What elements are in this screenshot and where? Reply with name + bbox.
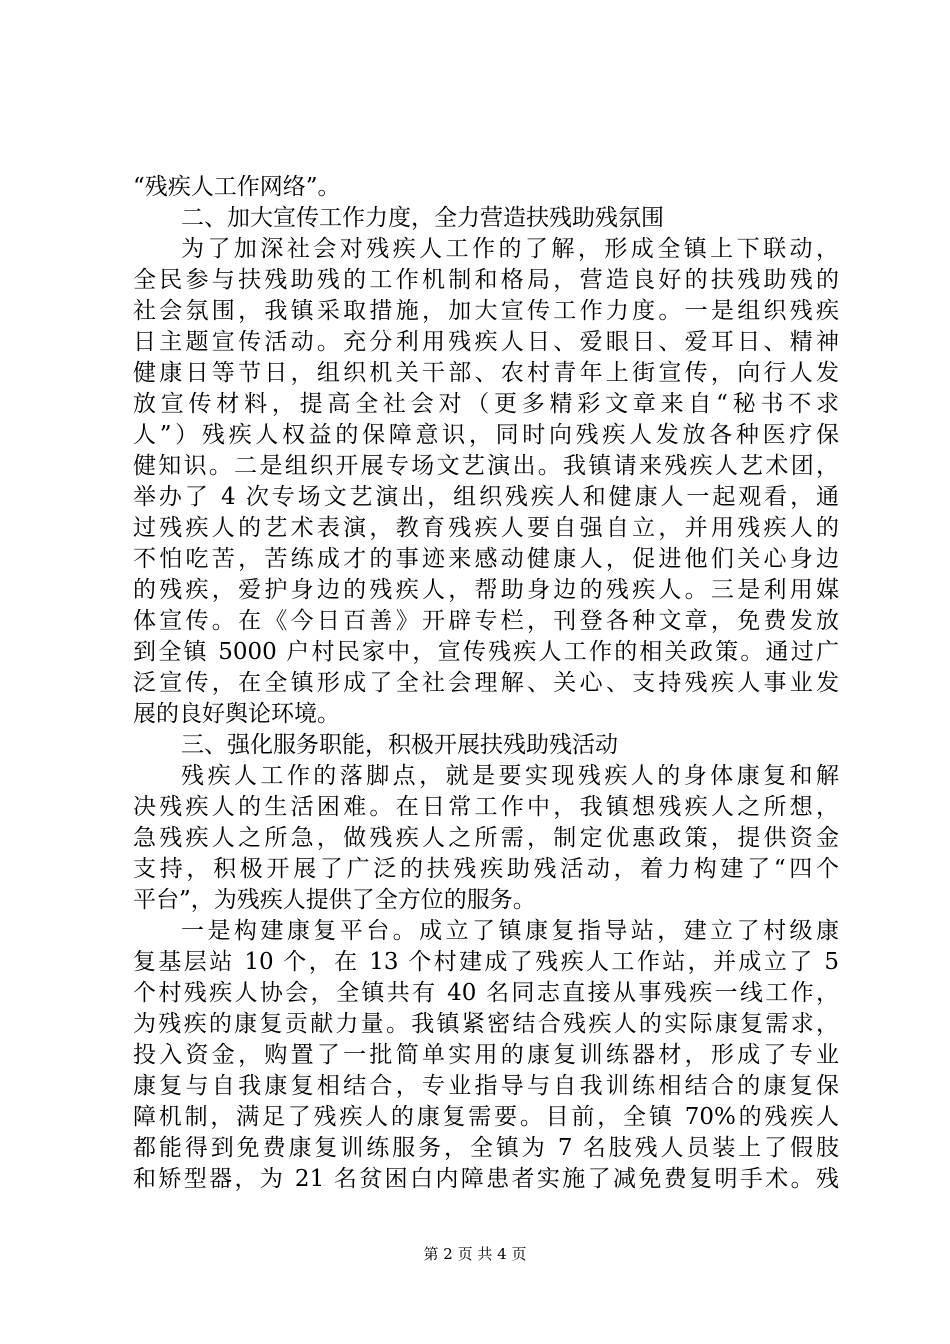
text-line: 全民参与扶残助残的工作机制和格局，营造良好的扶残助残的 bbox=[133, 267, 839, 293]
text-line: 社会氛围，我镇采取措施，加大宣传工作力度。一是组织残疾 bbox=[133, 298, 839, 324]
text-line: 过残疾人的艺术表演，教育残疾人要自强自立，并用残疾人的 bbox=[133, 515, 839, 541]
text-line: 投入资金，购置了一批简单实用的康复训练器材，形成了专业 bbox=[133, 1042, 839, 1068]
text-line: 展的良好舆论环境。 bbox=[133, 701, 340, 727]
text-line: 不怕吃苦，苦练成才的事迹来感动健康人，促进他们关心身边 bbox=[133, 546, 839, 572]
text-line: 平台”，为残疾人提供了全方位的服务。 bbox=[133, 887, 536, 913]
text-line: 的残疾，爱护身边的残疾人，帮助身边的残疾人。三是利用媒 bbox=[133, 577, 839, 603]
text-line: 举办了 4 次专场文艺演出，组织残疾人和健康人一起观看，通 bbox=[133, 484, 839, 510]
text-line: 障机制，满足了残疾人的康复需要。目前，全镇 70%的残疾人 bbox=[133, 1104, 839, 1130]
text-line: 日主题宣传活动。充分利用残疾人日、爱眼日、爱耳日、精神 bbox=[133, 329, 839, 355]
text-line: 残疾人工作的落脚点，就是要实现残疾人的身体康复和解 bbox=[181, 763, 839, 789]
text-line: 三、强化服务职能，积极开展扶残助残活动 bbox=[181, 732, 618, 758]
text-line: 和矫型器，为 21 名贫困白内障患者实施了减免费复明手术。残 bbox=[133, 1166, 839, 1192]
text-line: 支持，积极开展了广泛的扶残疾助残活动，着力构建了“四个 bbox=[133, 856, 839, 882]
text-line: 决残疾人的生活困难。在日常工作中，我镇想残疾人之所想， bbox=[133, 794, 839, 820]
text-line: 二、加大宣传工作力度，全力营造扶残助残氛围 bbox=[181, 205, 664, 231]
text-line: 健知识。二是组织开展专场文艺演出。我镇请来残疾人艺术团， bbox=[133, 453, 839, 479]
text-line: “残疾人工作网络”。 bbox=[133, 174, 341, 200]
text-line: 一是构建康复平台。成立了镇康复指导站，建立了村级康 bbox=[181, 918, 839, 944]
text-line: 到全镇 5000 户村民家中，宣传残疾人工作的相关政策。通过广 bbox=[133, 639, 839, 665]
text-line: 泛宣传，在全镇形成了全社会理解、关心、支持残疾人事业发 bbox=[133, 670, 839, 696]
document-body bbox=[133, 172, 839, 1195]
text-line: 个村残疾人协会，全镇共有 40 名同志直接从事残疾一线工作， bbox=[133, 980, 839, 1006]
text-line: 急残疾人之所急，做残疾人之所需，制定优惠政策，提供资金 bbox=[133, 825, 839, 851]
text-line: 为残疾的康复贡献力量。我镇紧密结合残疾人的实际康复需求， bbox=[133, 1011, 839, 1037]
text-line: 放宣传材料，提高全社会对（更多精彩文章来自“秘书不求 bbox=[133, 391, 839, 417]
text-line: 都能得到免费康复训练服务，全镇为 7 名肢残人员装上了假肢 bbox=[133, 1135, 839, 1161]
text-line: 健康日等节日，组织机关干部、农村青年上街宣传，向行人发 bbox=[133, 360, 839, 386]
text-line: 人”）残疾人权益的保障意识，同时向残疾人发放各种医疗保 bbox=[133, 422, 839, 448]
text-line: 体宣传。在《今日百善》开辟专栏，刊登各种文章，免费发放 bbox=[133, 608, 839, 634]
text-line: 为了加深社会对残疾人工作的了解，形成全镇上下联动， bbox=[181, 236, 839, 262]
page-footer: 第 2 页 共 4 页 bbox=[423, 1245, 527, 1263]
text-line: 康复与自我康复相结合，专业指导与自我训练相结合的康复保 bbox=[133, 1073, 839, 1099]
text-line: 复基层站 10 个，在 13 个村建成了残疾人工作站，并成立了 5 bbox=[133, 949, 839, 975]
